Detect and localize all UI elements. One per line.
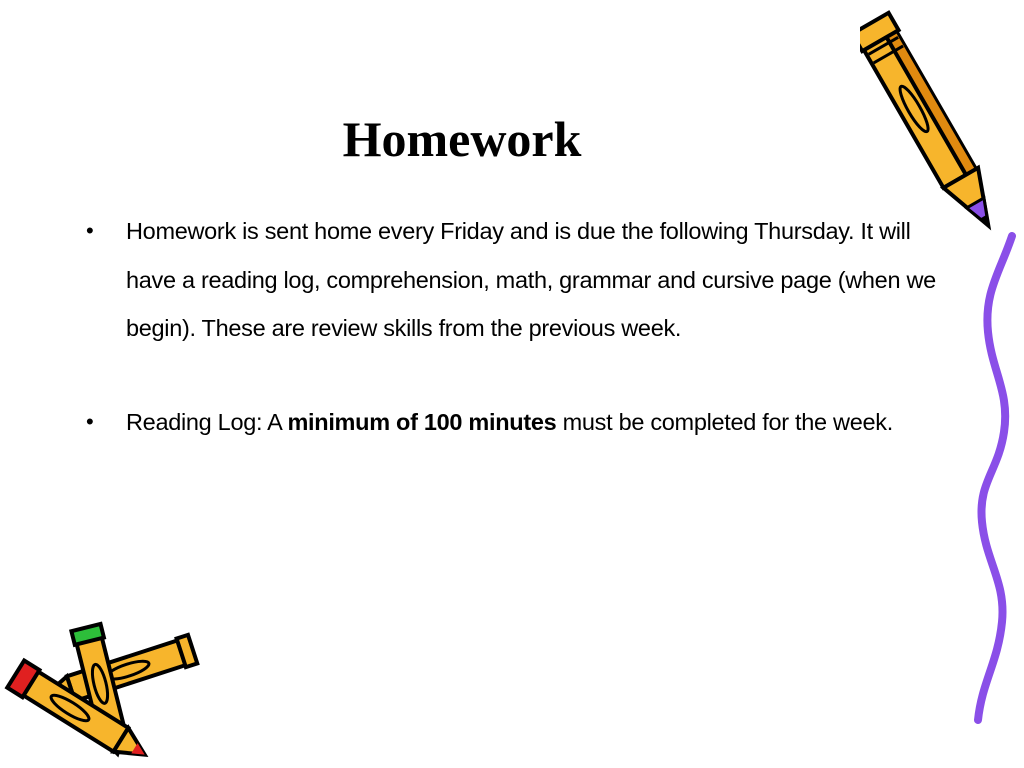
bullet-text-suffix: must be completed for the week. <box>556 408 893 435</box>
bullet-text-emphasis: minimum of 100 minutes <box>287 408 557 435</box>
bullet-homework-schedule <box>86 207 936 353</box>
bullet-symbol: • <box>86 218 94 243</box>
bullet-text: Homework is sent home every Friday and is due the following Thursday. It will have a reading log, comprehension, math, grammar and cursive page (when we begin). These are review skills from the previous week. <box>126 218 936 341</box>
slide-title: Homework <box>342 111 582 167</box>
bullet-symbol: • <box>86 408 94 434</box>
crossed-pencils-icon <box>0 618 210 758</box>
bullet-list <box>86 207 936 446</box>
bullet-reading-log <box>86 398 936 447</box>
wavy-border <box>960 232 1020 724</box>
bullet-text-prefix: Reading Log: A <box>126 408 288 435</box>
